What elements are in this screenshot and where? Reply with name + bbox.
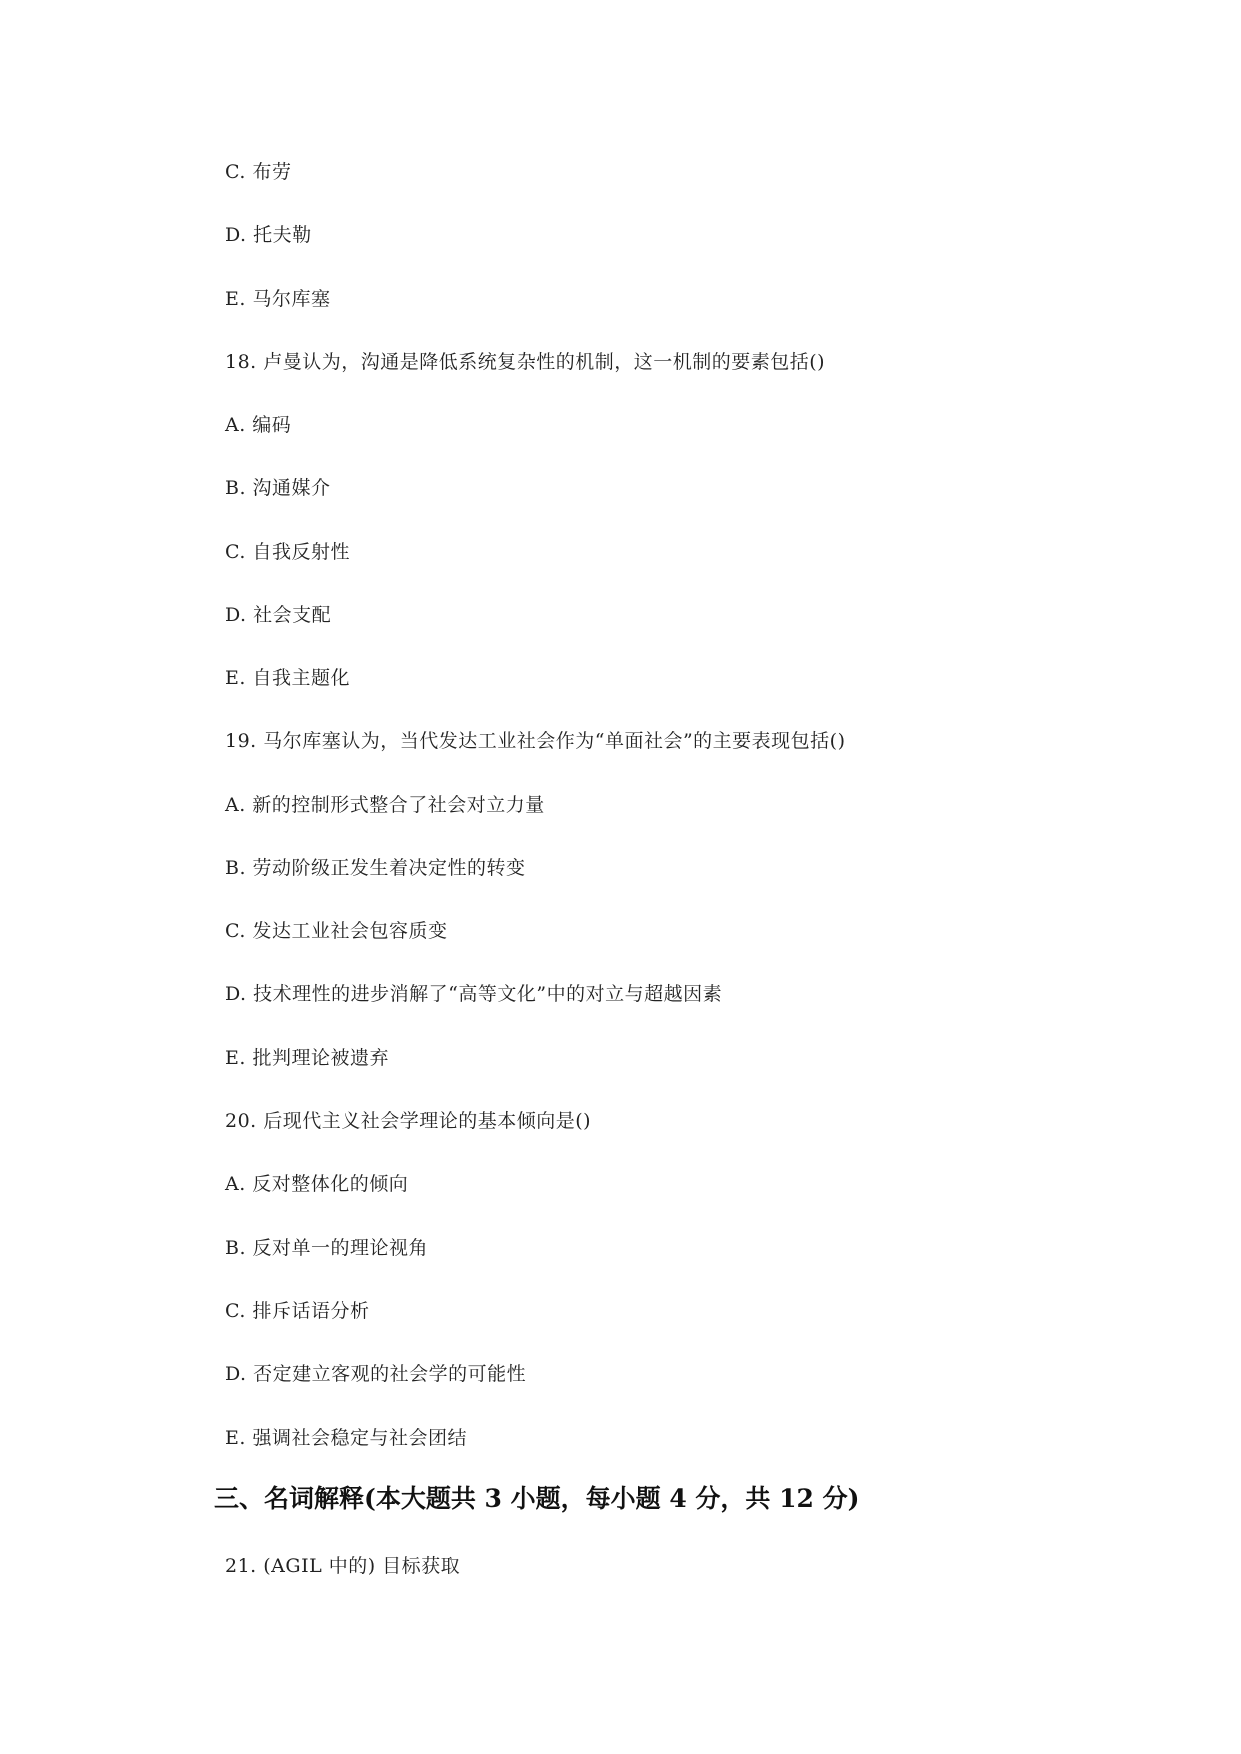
question-20: 20. 后现代主义社会学理论的基本倾向是() [225, 1110, 592, 1132]
option-18e: E. 自我主题化 [225, 667, 350, 689]
option-19a: A. 新的控制形式整合了社会对立力量 [225, 794, 545, 816]
option-20c: C. 排斥话语分析 [225, 1300, 370, 1322]
option-19d: D. 技术理性的进步消解了“高等文化”中的对立与超越因素 [225, 983, 723, 1005]
option-20d: D. 否定建立客观的社会学的可能性 [225, 1363, 527, 1385]
option-17e: E. 马尔库塞 [225, 288, 331, 310]
option-17d: D. 托夫勒 [225, 224, 312, 246]
question-19: 19. 马尔库塞认为，当代发达工业社会作为“单面社会”的主要表现包括() [225, 730, 846, 752]
option-18c: C. 自我反射性 [225, 541, 350, 563]
option-20e: E. 强调社会稳定与社会团结 [225, 1427, 467, 1449]
option-19e: E. 批判理论被遗弃 [225, 1047, 389, 1069]
option-18b: B. 沟通媒介 [225, 477, 331, 499]
option-19b: B. 劳动阶级正发生着决定性的转变 [225, 857, 526, 879]
option-19c: C. 发达工业社会包容质变 [225, 920, 448, 942]
option-20b: B. 反对单一的理论视角 [225, 1237, 429, 1259]
option-18a: A. 编码 [225, 414, 292, 436]
question-18: 18. 卢曼认为，沟通是降低系统复杂性的机制，这一机制的要素包括() [225, 351, 826, 373]
section-heading: 三、名词解释(本大题共 3 小题，每小题 4 分，共 12 分) [214, 1484, 860, 1513]
option-18d: D. 社会支配 [225, 604, 332, 626]
option-20a: A. 反对整体化的倾向 [225, 1173, 409, 1195]
question-21: 21. (AGIL 中的) 目标获取 [225, 1555, 461, 1577]
option-17c: C. 布劳 [225, 161, 292, 183]
